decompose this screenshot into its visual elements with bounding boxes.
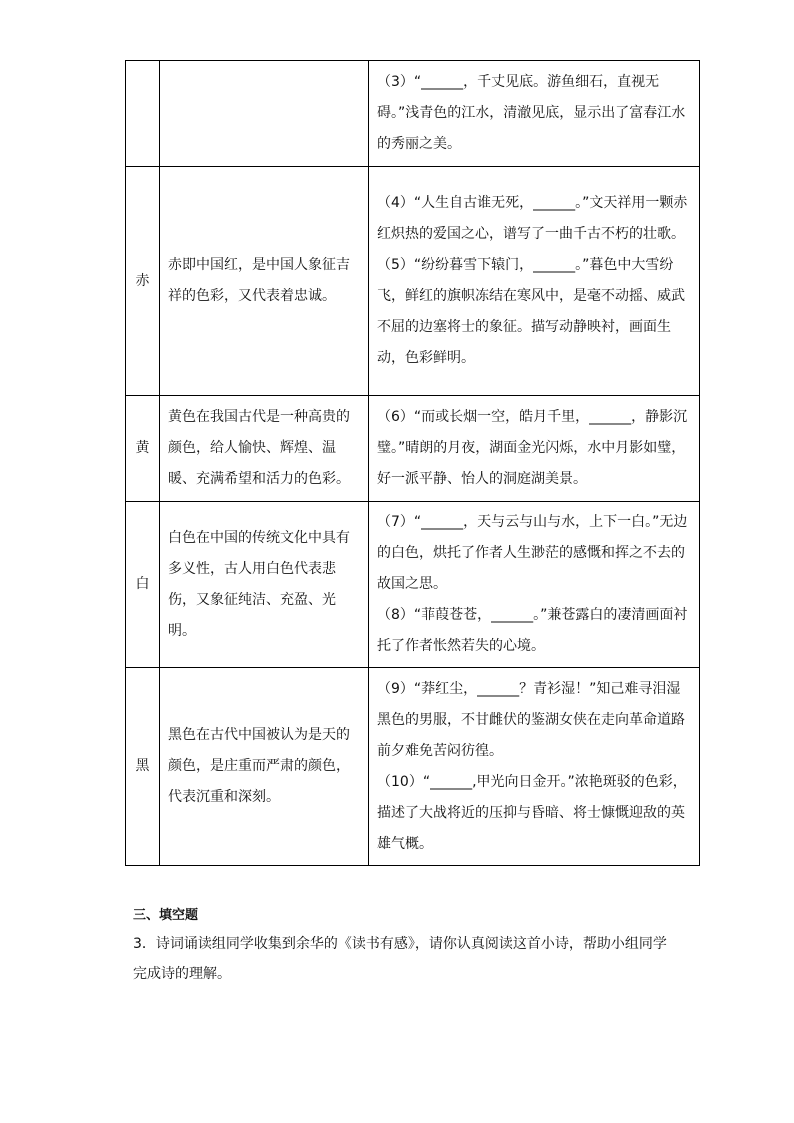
description-cell [160,61,369,167]
section-title: 三、填空题 [133,908,199,923]
poem-cell [369,502,700,668]
description-cell: 黑色在古代中国被认为是天的颜色，是庄重而严肃的颜色，代表沉重和深刻。 [160,668,369,866]
color-cell [126,61,160,167]
color-cell: 赤 [126,167,160,396]
description-cell: 黄色在我国古代是一种高贵的颜色，给人愉快、辉煌、温暖、充满希望和活力的色彩。 [160,396,369,502]
poem-cell [369,61,700,167]
poem-cell [369,668,700,866]
poem-cell [369,167,700,396]
poem-item: （8）“菲葭苍苍，______。”兼苍露白的凄清画面衬托了作者怅然若失的心境。 [377,607,688,654]
color-cell: 白 [126,502,160,668]
poem-item: （9）“莽红尘，______？青衫湿！”知己难寻泪湿黑色的男服，不甘雌伏的鉴湖女侠在走向革命道路前夕难免苦闷彷徨。 [377,680,685,759]
poem-item: （4）“人生自古谁无死，______。”文天祥用一颗赤红炽热的爱国之心，谱写了一曲千古不朽的壮歌。 [377,195,688,242]
poem-item: （7）“______，天与云与山与水，上下一白。”无边的白色，烘托了作者人生渺茫的感慨和挥之不去的故国之思。 [377,514,688,592]
color-cell: 黄 [126,396,160,502]
color-cell: 黑 [126,668,160,866]
table-row [126,502,700,668]
description-cell: 白色在中国的传统文化中具有多义性，古人用白色代表悲伤，又象征纯洁、充盈、光明。 [160,502,369,668]
table-row [126,668,700,866]
poem-item: （10）“______,甲光向日金开。”浓艳斑驳的色彩，描述了大战将近的压抑与昏暗、将士慷慨迎敌的英雄气概。 [377,773,687,852]
table-row [126,167,700,396]
table-row [126,61,700,167]
poem-color-table [125,60,700,866]
poem-item: （5）“纷纷暮雪下辕门，______。”暮色中大雪纷飞，鲜红的旗帜冻结在寒风中，是毫不动摇、威武不屈的边塞将士的象征。描写动静映衬，画面生动，色彩鲜明。 [377,257,685,366]
poem-item: （6）“而或长烟一空，皓月千里，______，静影沉璧。”晴朗的月夜，湖面金光闪烁，水中月影如璧，好一派平静、怡人的洞庭湖美景。 [377,409,688,487]
question-text: 3．诗词诵读组同学收集到余华的《读书有感》，请你认真阅读这首小诗，帮助小组同学完成诗的理解。 [133,936,667,982]
poem-cell [369,396,700,502]
table-row [126,396,700,502]
poem-item: （3）“______，千丈见底。游鱼细石，直视无碍。”浅青色的江水，清澈见底，显示出了富春江水的秀丽之美。 [377,74,686,152]
description-cell: 赤即中国红，是中国人象征吉祥的色彩，又代表着忠诚。 [160,167,369,396]
